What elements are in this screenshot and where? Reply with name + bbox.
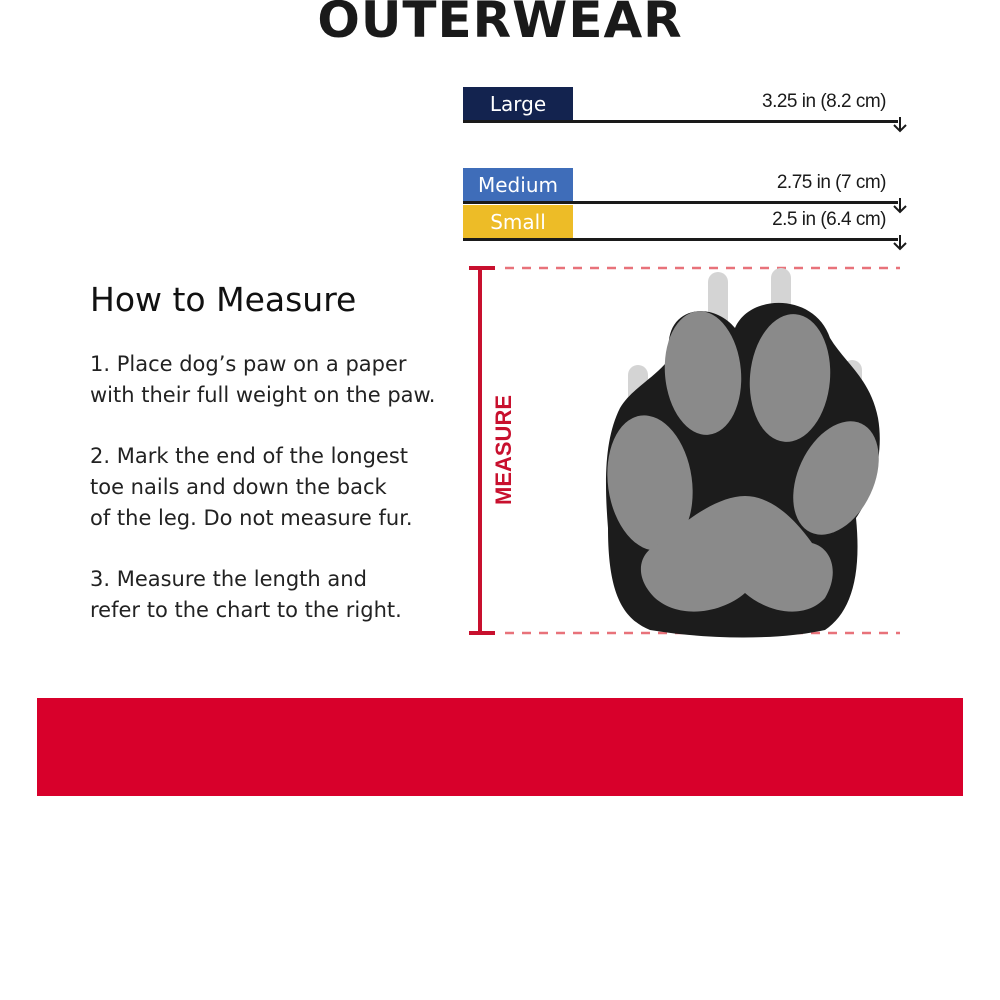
- size-line-large: [463, 120, 898, 123]
- size-row-large: [463, 87, 908, 127]
- arrow-down-icon: [892, 235, 908, 251]
- size-row-medium: [463, 168, 908, 208]
- step-3: 3. Measure the length and refer to the chart to the right.: [90, 567, 402, 622]
- dog-paw-icon: [600, 268, 890, 643]
- red-banner: [37, 698, 963, 796]
- how-to-measure-title: How to Measure: [90, 280, 357, 319]
- measure-label: MEASURE: [491, 394, 516, 506]
- size-line-medium: [463, 201, 898, 204]
- step-2: 2. Mark the end of the longest toe nails and down the back of the leg. Do not measure fur.: [90, 444, 413, 530]
- size-row-small: [463, 205, 908, 245]
- size-line-small: [463, 238, 898, 241]
- size-badge-large: Large: [463, 87, 573, 121]
- page-title: OUTERWEAR: [317, 0, 683, 49]
- step-1: 1. Place dog’s paw on a paper with their full weight on the paw.: [90, 352, 436, 407]
- arrow-down-icon: [892, 117, 908, 133]
- size-badge-small: Small: [463, 205, 573, 239]
- size-value-large: 3.25 in (8.2 cm): [762, 91, 886, 112]
- size-value-small: 2.5 in (6.4 cm): [772, 209, 886, 230]
- size-value-medium: 2.75 in (7 cm): [776, 172, 886, 193]
- size-badge-medium: Medium: [463, 168, 573, 202]
